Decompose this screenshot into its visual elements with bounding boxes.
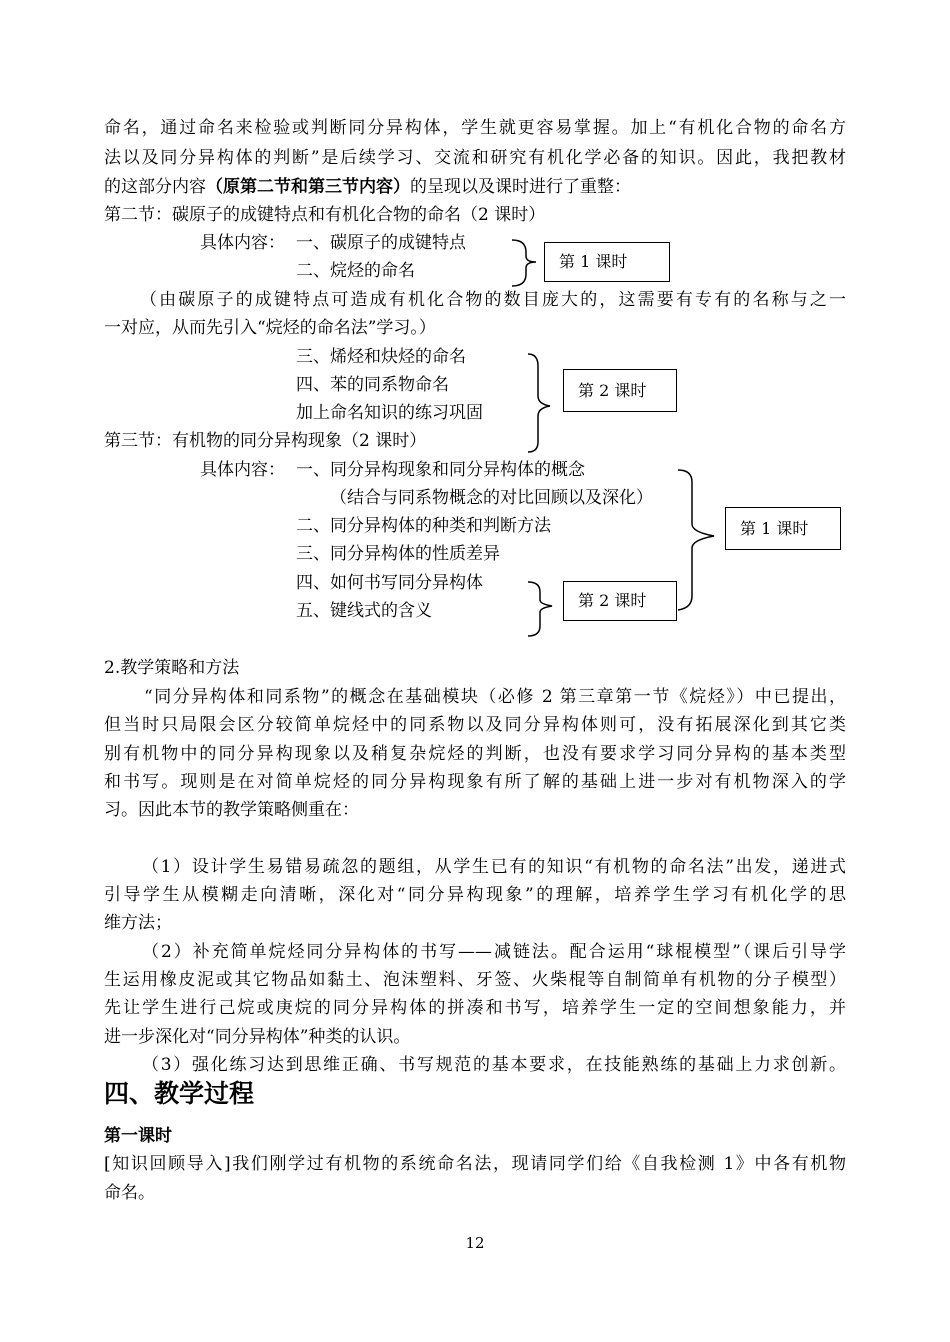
outline-note: （结合与同系物概念的对比回顾以及深化）: [330, 488, 653, 508]
body-text-line: （2）补充简单烷烃同分异构体的书写——减链法。配合运用“球棍模型”（课后引导学: [142, 942, 846, 962]
body-text-line: 进一步深化对“同分异构体”种类的认识。: [104, 1027, 411, 1047]
body-text-line: 命名。: [104, 1183, 155, 1203]
chapter-heading: 四、教学过程: [104, 1079, 255, 1108]
body-text-line: 引导学生从模糊走向清晰，深化对“同分异构现象”的理解，培养学生学习有机化学的思: [104, 885, 846, 905]
section-heading: 2.教学策略和方法: [104, 658, 240, 678]
body-text-line: 和书写。现则是在对简单烷烃的同分异构现象有所了解的基础上进一步对有机物深入的学: [104, 772, 846, 792]
outline-item: 四、苯的同系物命名: [296, 375, 449, 395]
bold-text: （原第二节和第三节内容）: [206, 177, 410, 197]
body-text-line: 生运用橡皮泥或其它物品如黏土、泡沫塑料、牙签、火柴棍等自制简单有机物的分子模型）: [104, 970, 846, 990]
brace-right: [512, 240, 536, 286]
brace-right: [678, 470, 714, 610]
body-text-line: 习。因此本节的教学策略侧重在：: [104, 800, 359, 820]
body-text-line: 先让学生进行己烷或庚烷的同分异构体的拼凑和书写，培养学生一定的空间想象能力，并: [104, 998, 846, 1018]
brace-right: [528, 582, 552, 636]
lesson-box: 第 1 课时: [544, 242, 670, 282]
text-span: 的呈现以及课时进行了重整：: [410, 177, 631, 197]
body-text-line: “同分异构体和同系物”的概念在基础模块（必修 2 第三章第一节《烷烃》）中已提出，: [144, 687, 846, 707]
section-heading: 第二节：碳原子的成键特点和有机化合物的命名（2 课时）: [104, 205, 546, 225]
body-text-line: 别有机物中的同分异构现象以及稍复杂烷烃的判断，也没有要求学习同分异构的基本类型: [104, 744, 846, 764]
body-text-line: （1）设计学生易错易疏忽的题组，从学生已有的知识“有机物的命名法”出发，递进式: [142, 857, 846, 877]
outline-item: 四、如何书写同分异构体: [296, 573, 483, 593]
outline-item: 一、同分异构现象和同分异构体的概念: [296, 460, 585, 480]
brace-right: [528, 354, 550, 452]
content-label: 具体内容：: [200, 233, 285, 253]
content-label: 具体内容：: [200, 460, 285, 480]
body-text-line: 但当时只局限会区分较简单烷烃中的同系物以及同分异构体则可，没有拓展深化到其它类: [104, 715, 846, 735]
outline-item: 二、烷烃的命名: [296, 261, 415, 281]
outline-item: 一、碳原子的成键特点: [296, 233, 466, 253]
body-text-line: （3）强化练习达到思维正确、书写规范的基本要求，在技能熟练的基础上力求创新。: [142, 1055, 846, 1075]
outline-item: 二、同分异构体的种类和判断方法: [296, 516, 551, 536]
outline-item: 五、键线式的含义: [296, 601, 432, 621]
page-number: 12: [465, 1234, 485, 1252]
body-text-line: 法以及同分异构体的判断”是后续学习、交流和研究有机化学必备的知识。因此，我把教材: [104, 148, 846, 168]
lesson-heading: 第一课时: [104, 1126, 172, 1146]
lesson-box: 第 2 课时: [563, 369, 677, 412]
body-text-line: 一对应，从而先引入“烷烃的命名法”学习。）: [104, 318, 436, 338]
lesson-box: 第 1 课时: [725, 507, 841, 550]
text-span: 的这部分内容: [104, 177, 206, 197]
body-text-line: （由碳原子的成键特点可造成有机化合物的数目庞大的，这需要有专有的名称与之一: [140, 290, 846, 310]
section-heading: 第三节：有机物的同分异构现象（2 课时）: [104, 431, 427, 451]
outline-item: 加上命名知识的练习巩固: [296, 403, 483, 423]
body-text-line: 命名，通过命名来检验或判断同分异构体，学生就更容易掌握。加上“有机化合物的命名方: [104, 118, 846, 138]
lesson-box: 第 2 课时: [563, 581, 677, 621]
outline-item: 三、同分异构体的性质差异: [296, 544, 500, 564]
outline-item: 三、烯烃和炔烃的命名: [296, 347, 466, 367]
body-text-line: 维方法；: [104, 913, 172, 933]
body-text-line: [知识回顾导入]我们刚学过有机物的系统命名法，现请同学们给《自我检测 1》中各有机物: [104, 1154, 846, 1174]
